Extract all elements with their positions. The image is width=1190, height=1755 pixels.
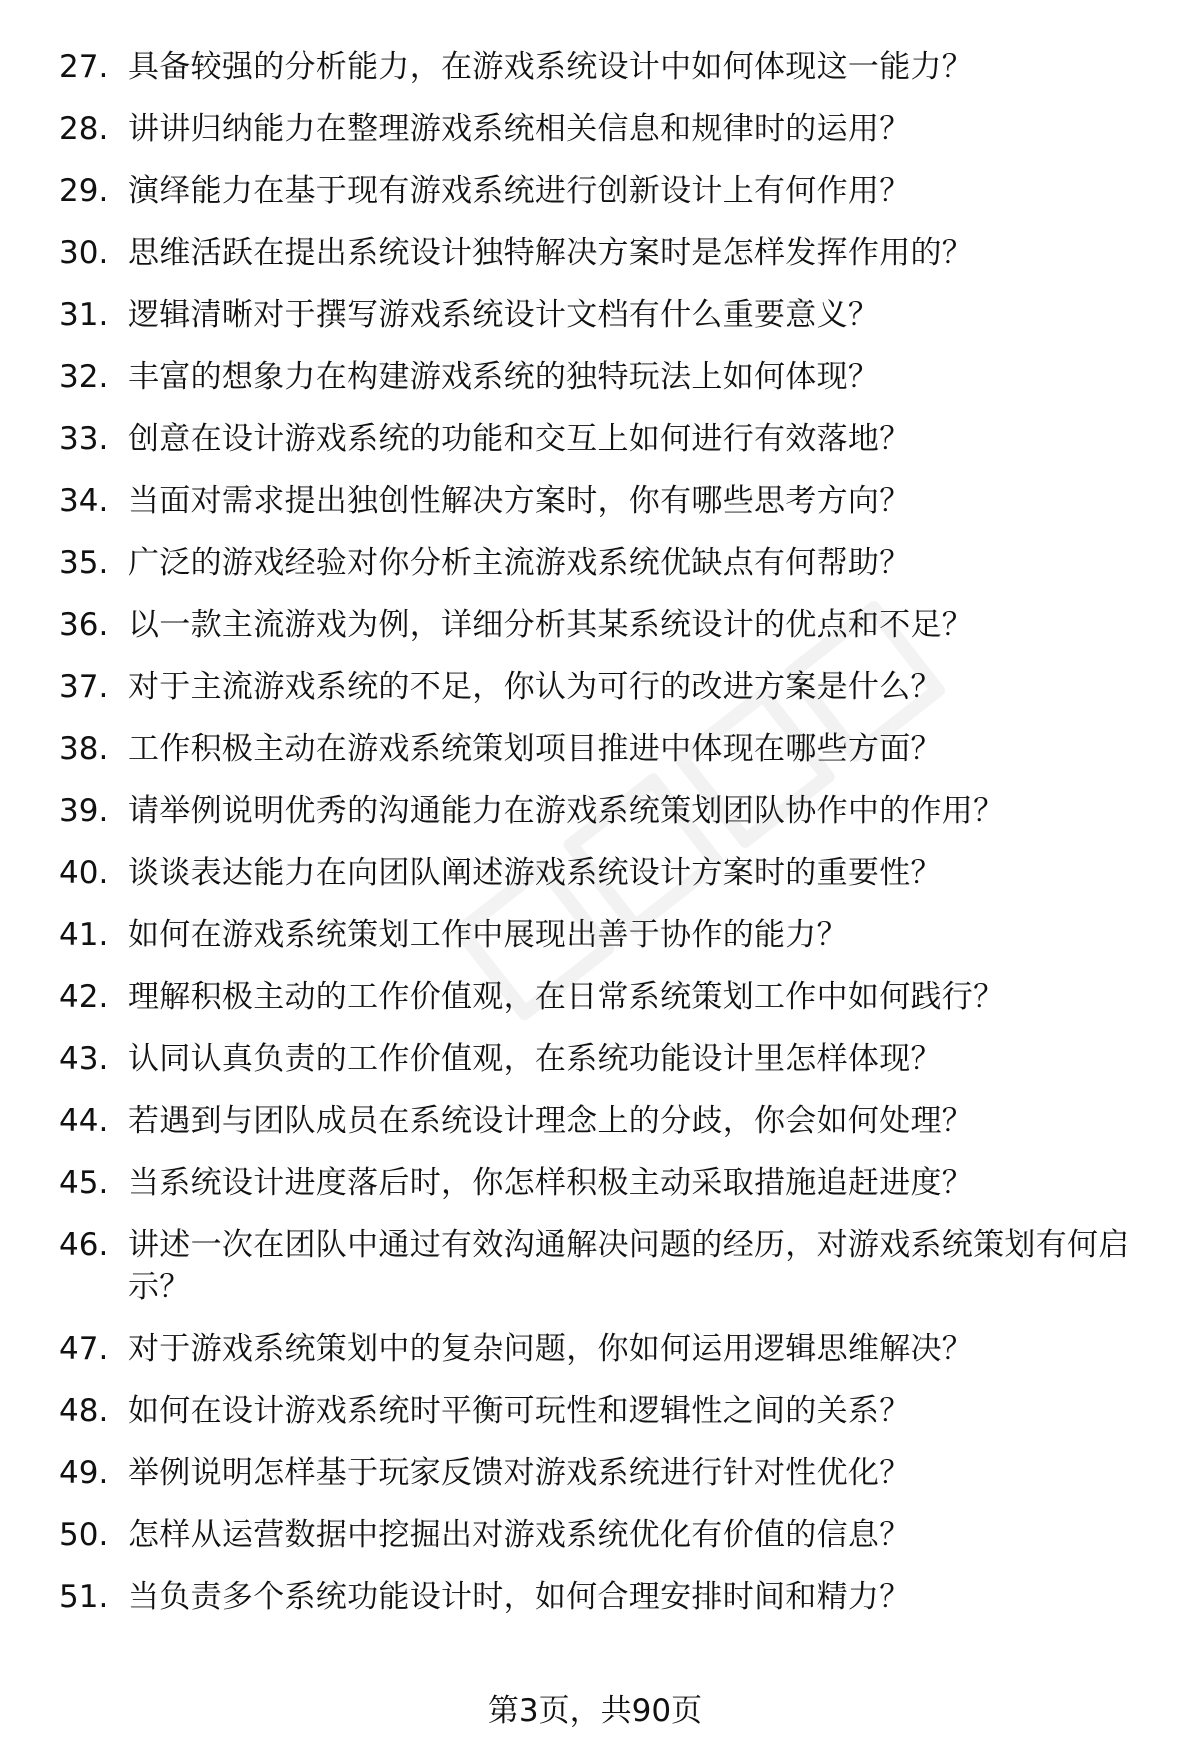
question-text: 对于主流游戏系统的不足，你认为可行的改进方案是什么？ — [128, 669, 942, 705]
question-item — [0, 976, 1190, 1018]
question-number: 31. — [59, 297, 109, 333]
question-item — [0, 1100, 1190, 1142]
question-number: 46. — [59, 1227, 109, 1263]
question-item — [0, 294, 1190, 336]
question-number: 35. — [59, 545, 109, 581]
question-item — [0, 1328, 1190, 1370]
question-item — [0, 914, 1190, 956]
question-number: 48. — [59, 1393, 109, 1429]
question-number: 33. — [59, 421, 109, 457]
question-number: 44. — [59, 1103, 109, 1139]
question-list — [0, 46, 1190, 1638]
question-number: 50. — [59, 1517, 109, 1553]
question-number: 40. — [59, 855, 109, 891]
question-text: 讲讲归纳能力在整理游戏系统相关信息和规律时的运用？ — [128, 111, 911, 147]
question-number: 45. — [59, 1165, 109, 1201]
question-item — [0, 790, 1190, 832]
question-item — [0, 46, 1190, 88]
question-number: 39. — [59, 793, 109, 829]
question-item — [0, 1576, 1190, 1618]
question-text: 工作积极主动在游戏系统策划项目推进中体现在哪些方面？ — [128, 731, 942, 767]
question-item — [0, 418, 1190, 460]
question-number: 49. — [59, 1455, 109, 1491]
question-text: 如何在游戏系统策划工作中展现出善于协作的能力？ — [128, 917, 848, 953]
question-text: 创意在设计游戏系统的功能和交互上如何进行有效落地？ — [128, 421, 911, 457]
question-item — [0, 852, 1190, 894]
question-item — [0, 1514, 1190, 1556]
question-number: 42. — [59, 979, 109, 1015]
question-text: 演绎能力在基于现有游戏系统进行创新设计上有何作用？ — [128, 173, 911, 209]
question-text: 谈谈表达能力在向团队阐述游戏系统设计方案时的重要性？ — [128, 855, 942, 891]
question-text: 请举例说明优秀的沟通能力在游戏系统策划团队协作中的作用？ — [128, 793, 1005, 829]
question-item — [0, 356, 1190, 398]
question-number: 43. — [59, 1041, 109, 1077]
question-text: 认同认真负责的工作价值观，在系统功能设计里怎样体现？ — [128, 1041, 942, 1077]
question-text: 举例说明怎样基于玩家反馈对游戏系统进行针对性优化？ — [128, 1455, 911, 1491]
question-item — [0, 232, 1190, 274]
question-item — [0, 604, 1190, 646]
page-number-label: 第3页，共90页 — [487, 1693, 703, 1729]
question-item — [0, 666, 1190, 708]
question-item — [0, 1038, 1190, 1080]
question-number: 37. — [59, 669, 109, 705]
page-footer — [0, 1690, 1190, 1732]
question-number: 32. — [59, 359, 109, 395]
question-text: 理解积极主动的工作价值观，在日常系统策划工作中如何践行？ — [128, 979, 1005, 1015]
question-number: 30. — [59, 235, 109, 271]
question-number: 28. — [59, 111, 109, 147]
question-number: 27. — [59, 49, 109, 85]
question-text: 怎样从运营数据中挖掘出对游戏系统优化有价值的信息？ — [128, 1517, 911, 1553]
question-number: 51. — [59, 1579, 109, 1615]
question-item — [0, 728, 1190, 770]
question-text: 当系统设计进度落后时，你怎样积极主动采取措施追赶进度？ — [128, 1165, 974, 1201]
question-item — [0, 108, 1190, 150]
question-item — [0, 170, 1190, 212]
question-number: 29. — [59, 173, 109, 209]
question-text: 当负责多个系统功能设计时，如何合理安排时间和精力？ — [128, 1579, 911, 1615]
question-item — [0, 1162, 1190, 1204]
question-text: 思维活跃在提出系统设计独特解决方案时是怎样发挥作用的？ — [128, 235, 974, 271]
question-text: 如何在设计游戏系统时平衡可玩性和逻辑性之间的关系？ — [128, 1393, 911, 1429]
question-number: 36. — [59, 607, 109, 643]
question-text: 对于游戏系统策划中的复杂问题，你如何运用逻辑思维解决？ — [128, 1331, 974, 1367]
question-text: 逻辑清晰对于撰写游戏系统设计文档有什么重要意义？ — [128, 297, 880, 333]
question-text: 具备较强的分析能力，在游戏系统设计中如何体现这一能力？ — [128, 49, 974, 85]
question-number: 34. — [59, 483, 109, 519]
question-text: 讲述一次在团队中通过有效沟通解决问题的经历，对游戏系统策划有何启示？ — [128, 1227, 1130, 1305]
question-text: 广泛的游戏经验对你分析主流游戏系统优缺点有何帮助？ — [128, 545, 911, 581]
question-text: 以一款主流游戏为例，详细分析其某系统设计的优点和不足？ — [128, 607, 974, 643]
question-number: 47. — [59, 1331, 109, 1367]
question-number: 41. — [59, 917, 109, 953]
question-item — [0, 480, 1190, 522]
question-item — [0, 1452, 1190, 1494]
question-text: 丰富的想象力在构建游戏系统的独特玩法上如何体现？ — [128, 359, 880, 395]
question-text: 若遇到与团队成员在系统设计理念上的分歧，你会如何处理？ — [128, 1103, 974, 1139]
question-item — [0, 542, 1190, 584]
question-text: 当面对需求提出独创性解决方案时，你有哪些思考方向？ — [128, 483, 911, 519]
question-item — [0, 1224, 1190, 1308]
question-number: 38. — [59, 731, 109, 767]
question-item — [0, 1390, 1190, 1432]
